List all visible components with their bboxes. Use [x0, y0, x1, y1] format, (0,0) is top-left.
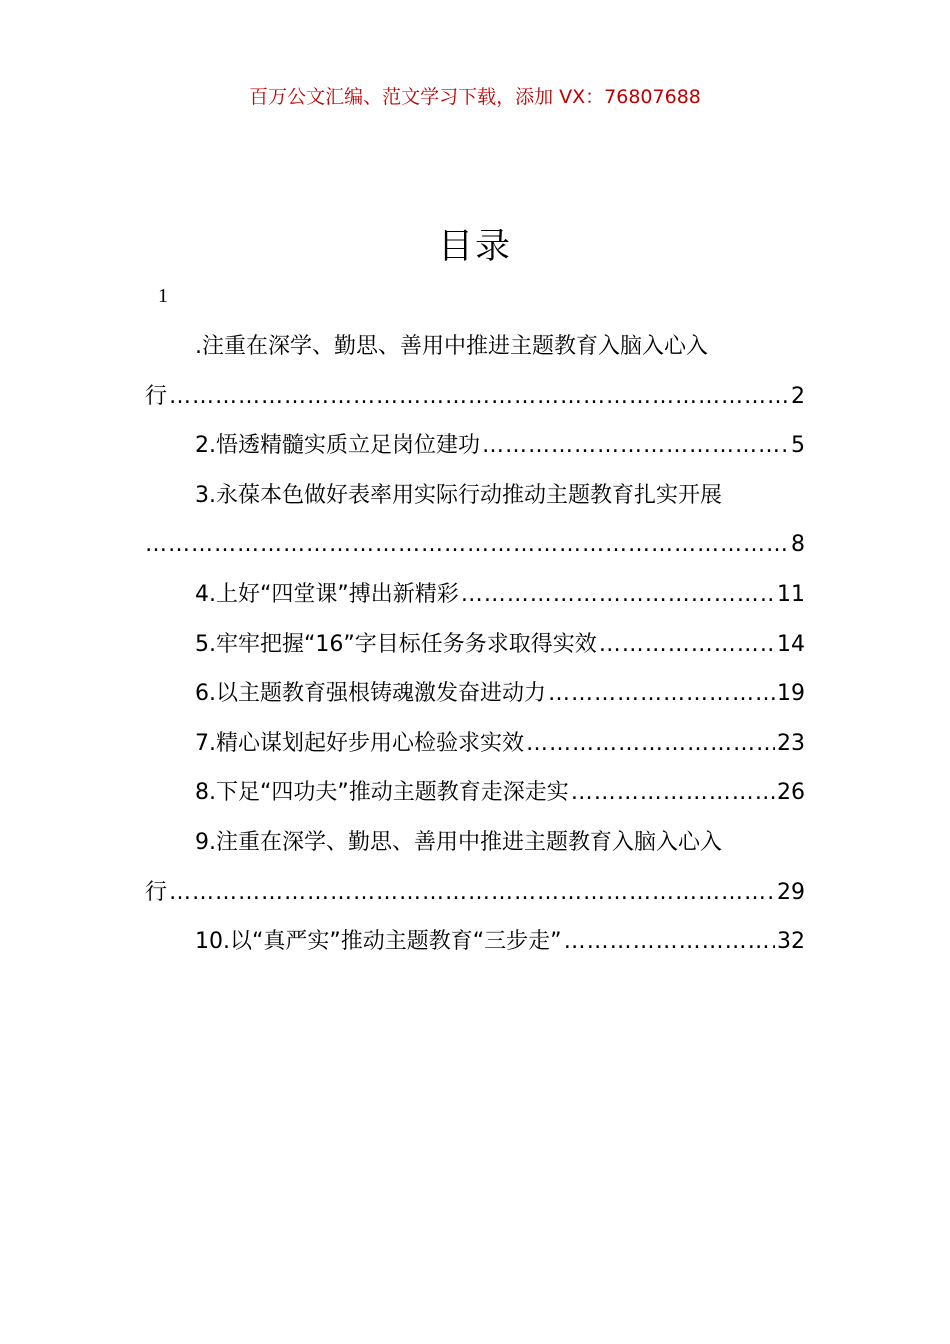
toc-entry-line: [145, 520, 805, 570]
toc-entry-title: 3.永葆本色做好表率用实际行动推动主题教育扎实开展: [195, 482, 722, 508]
toc-entry-title-cont: 行: [145, 383, 168, 409]
dot-leader: [526, 719, 775, 769]
toc-entry-line: [145, 868, 805, 918]
toc-entry-line: [145, 322, 805, 372]
toc-entry-6[interactable]: [145, 669, 805, 719]
header-note: 百万公文汇编、范文学习下载，添加 VX：76807688: [249, 86, 701, 108]
toc-page-number: 32: [777, 929, 805, 955]
toc-entry-title-cont: 行: [145, 879, 168, 905]
toc-entry-title: 7.精心谋划起好步用心检验求实效: [195, 730, 524, 756]
toc-entry-5[interactable]: [145, 620, 805, 670]
toc-entry-line: [145, 917, 805, 967]
toc-page-number: 2: [791, 383, 805, 409]
toc-entry-9[interactable]: [145, 818, 805, 917]
toc-entry-line: [145, 818, 805, 868]
toc-entry-2[interactable]: [145, 421, 805, 471]
toc-entry-title: 9.注重在深学、勤思、善用中推进主题教育入脑入心入: [195, 829, 722, 855]
dot-leader: [564, 917, 775, 967]
stray-number: 1: [158, 285, 168, 307]
toc-entry-title: .注重在深学、勤思、善用中推进主题教育入脑入心入: [195, 334, 708, 359]
toc-entry-line: [145, 768, 805, 818]
dot-leader: [482, 421, 789, 471]
toc-entry-line: [145, 620, 805, 670]
toc-entry-line: [145, 372, 805, 422]
toc-entry-4[interactable]: [145, 570, 805, 620]
toc-entry-line: [145, 719, 805, 769]
toc-entry-title: 4.上好“四堂课”搏出新精彩: [195, 581, 459, 607]
toc-entry-1[interactable]: [145, 322, 805, 421]
toc-entry-line: [145, 669, 805, 719]
toc-page-number: 8: [791, 532, 805, 558]
dot-leader: [145, 520, 789, 570]
toc-entry-8[interactable]: [145, 768, 805, 818]
toc-page-number: 19: [777, 681, 805, 707]
dot-leader: [169, 372, 789, 422]
dot-leader: [169, 868, 775, 918]
toc-entry-title: 8.下足“四功夫”推动主题教育走深走实: [195, 780, 569, 806]
toc-page-number: 5: [791, 433, 805, 459]
toc-entry-line: [145, 421, 805, 471]
toc-entry-title: 6.以主题教育强根铸魂激发奋进动力: [195, 681, 546, 707]
dot-leader: [599, 620, 775, 670]
toc-page-number: 26: [777, 780, 805, 806]
toc-page-number: 23: [777, 730, 805, 756]
toc-entry-10[interactable]: [145, 917, 805, 967]
toc-entry-line: [145, 471, 805, 521]
dot-leader: [461, 570, 775, 620]
toc-page-number: 14: [777, 631, 805, 657]
toc-page-number: 29: [777, 879, 805, 905]
toc-entry-title: 10.以“真严实”推动主题教育“三步走”: [195, 929, 562, 955]
toc-entry-3[interactable]: [145, 471, 805, 570]
page-title: 目录: [437, 227, 512, 267]
toc-entry-line: [145, 570, 805, 620]
dot-leader: [571, 768, 775, 818]
dot-leader: [548, 669, 775, 719]
toc-entry-title: 5.牢牢把握“16”字目标任务务求取得实效: [195, 631, 597, 657]
toc-entry-title: 2.悟透精髓实质立足岗位建功: [195, 433, 480, 459]
toc-page-number: 11: [777, 581, 805, 607]
toc-entry-7[interactable]: [145, 719, 805, 769]
table-of-contents: [145, 322, 805, 967]
